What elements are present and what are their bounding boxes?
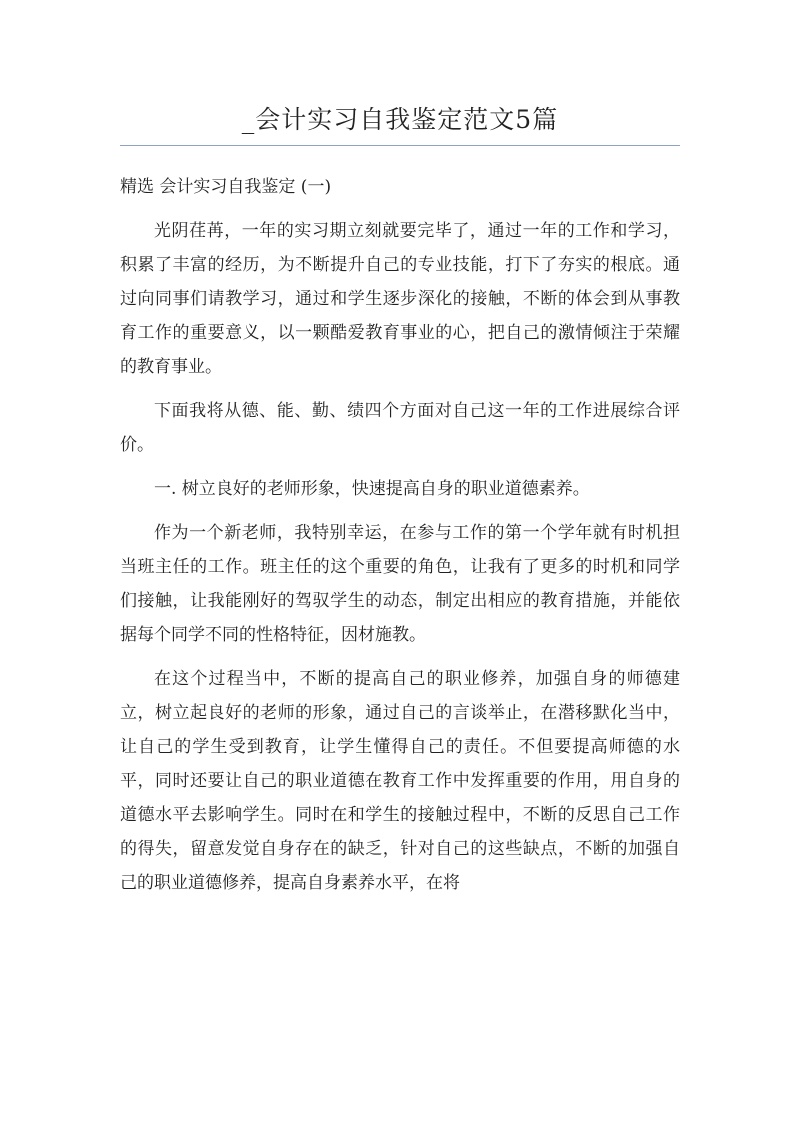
document-body [120, 214, 680, 910]
paragraph: 在这个过程当中，不断的提高自己的职业修养，加强自身的师德建立，树立起良好的老师的形象，通过自己的言谈举止，在潜移默化当中，让自己的学生受到教育，让学生懂得自己的责任。不但要提高师德的水平，同时还要让自己的职业道德在教育工作中发挥重要的作用，用自身的道德水平去影响学生。同时在和学生的接触过程中，不断的反思自己工作的得失，留意发觉自身存在的缺乏，针对自己的这些缺点，不断的加强自己的职业道德修养，提高自身素养水平，在将 [120, 669, 680, 893]
paragraph: 下面我将从德、能、勤、绩四个方面对自己这一年的工作进展综合评价。 [120, 401, 680, 455]
paragraph: 一. 树立良好的老师形象，快速提高自身的职业道德素养。 [154, 479, 590, 499]
section-heading: 精选 会计实习自我鉴定 (一) [120, 177, 332, 197]
title-divider [120, 145, 680, 146]
document-title: _会计实习自我鉴定范文5篇 [241, 105, 559, 134]
paragraph: 光阴荏苒，一年的实习期立刻就要完毕了，通过一年的工作和学习，积累了丰富的经历，为不断提升自己的专业技能，打下了夯实的根底。通过向同事们请教学习，通过和学生逐步深化的接触，不断的体会到从事教育工作的重要意义，以一颗酷爱教育事业的心，把自己的激情倾注于荣耀的教育事业。 [120, 221, 680, 377]
paragraph: 作为一个新老师，我特别幸运，在参与工作的第一个学年就有时机担当班主任的工作。班主任的这个重要的角色，让我有了更多的时机和同学们接触，让我能刚好的驾驭学生的动态，制定出相应的教育措施，并能依据每个同学不同的性格特征，因材施教。 [120, 523, 680, 645]
